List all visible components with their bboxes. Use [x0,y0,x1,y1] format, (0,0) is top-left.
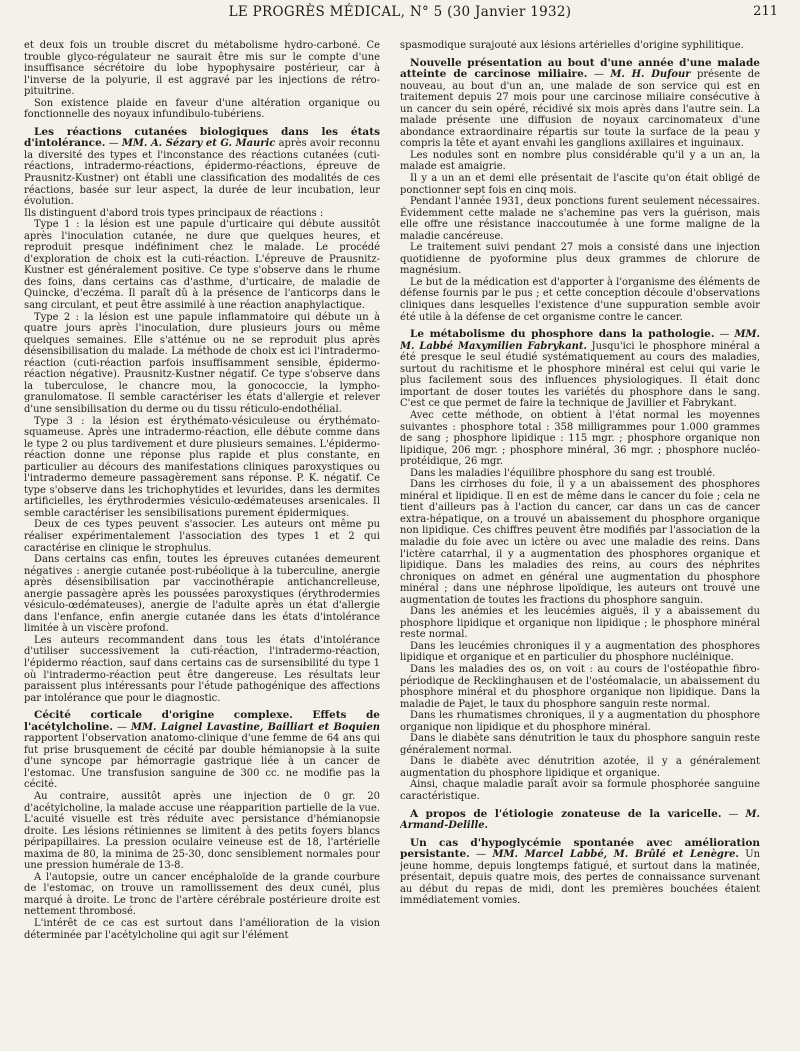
paragraph: L'intérêt de ce cas est surtout dans l'amélioration de la vision déterminée par l'acétylcholine qui agit sur l'élément [24,918,380,941]
title-separator: — [587,69,611,81]
paragraph: Dans les rhumatismes chroniques, il y a augmentation du phosphore organique non lipidique et du phosphore minéral. [400,710,760,733]
article-title: Les réactions cutanées biologiques dans les états d'intolérance. [24,125,380,150]
article-title: A propos de l'étiologie zonateuse de la varicelle. [410,807,722,820]
article-title: Cécité corticale d'origine complexe. Effets de l'acétylcholine. [24,709,380,733]
paragraph: Type 2 : la lésion est une papule inflammatoire qui débute un à quatre jours après l'inoculation, dure plusieurs jours ou même quelques semaines. Elle s'atténue ou ne se reproduit plus après désensibilisation du malade. La méthode de choix est ici l'intradermo-réaction (cuti-réaction parfois insuffisamment sensible, épidermo-réaction négative). Prausnitz-Kustner négatif. Ce type s'observe dans la tuberculose, le chancre mou, la gonococcie, la lympho-granulomatose. Il semble caractériser les états d'allergie et relever d'une sensibilisation du derme ou du tissu réticulo-endothélial. [24,311,380,415]
article-entry [400,809,760,832]
paragraph: Le but de la médication est d'apporter à l'organisme des éléments de défense fournis par le pus ; et cette conception découle d'observations cliniques dans lesquelles l'existence d'une suppuration semble avoir été utile à la défense de cet organisme contre le cancer. [400,276,760,323]
running-title: LE PROGRÈS MÉDICAL, N° 5 (30 Janvier 1932) [228,4,572,20]
paragraph: Ainsi, chaque maladie paraît avoir sa formule phosphorée sanguine caractéristique. [400,779,760,802]
left-column [24,40,380,1040]
article-authors: M. H. Dufour [610,69,691,81]
paragraph: Ils distinguent d'abord trois types principaux de réactions : [24,207,324,219]
paragraph: spasmodique surajouté aux lésions artérielles d'origine syphilitique. [400,40,744,51]
title-separator: — [469,849,493,861]
paragraph: Type 3 : la lésion est érythémato-vésiculeuse ou érythémato-squameuse. Après une intradermo-réaction, elle débute comme dans le type 2 ou plus tardivement et dure plusieurs semaines. L'épidermo-réaction donne une réponse plus rapide et plus constante, en particulier au décours des manifestations cliniques paroxystiques ou l'intradermo demeure passagèrement sans réponse. P. K. négatif. Ce type s'observe dans les trichophytides et levurides, dans les dermites artificielles, les érythrodermies vésiculo-œdémateuses arsenicales. Il semble caractériser les sensibilisations purement épidermiques. [24,415,380,519]
paragraph: Deux de ces types peuvent s'associer. Les auteurs ont même pu réaliser expérimentalement l'association des types 1 et 2 qui caractérise en clinique le strophulus. [24,519,380,554]
article-authors: MM. Marcel Labbé, M. Brûlé et Lenègre. [492,849,739,861]
paragraph: A l'autopsie, outre un cancer encéphaloïde de la grande courbure de l'estomac, on trouve un ramollissement des deux cunéi, plus marqué à droite. Le tronc de l'artère cérébrale postérieure droite est nettement thrombosé. [24,871,380,918]
article-text: Jusqu'ici le phosphore minéral a été presque le seul étudié systématiquement au cours des maladies, surtout du rachitisme et le phosphore minéral est celui qui varie le plus facilement sous des influences physiologiques. Il était donc important de doser toutes les variétés du phosphore dans le sang. C'est ce que permet de faire la technique de Javillier et Fabrykant. [400,340,760,410]
paragraph: Dans les maladies des os, on voit : au cours de l'ostéopathie fibro-périodique de Recklinghausen et de l'ostéomalacie, un abaissement du phosphore minéral et du phosphore organique non lipidique. Dans la maladie de Pajet, le taux du phosphore sanguin reste normal. [400,663,760,710]
paragraph: Les auteurs recommandent dans tous les états d'intolérance d'utiliser successivement la cuti-réaction, l'intradermo-réaction, l'épidermo réaction, sauf dans certains cas de sursensibilité du type 1 où l'intradermo-réaction peut être dangereuse. Les résultats leur paraissent plus intéressants pour l'étude pathogénique des affections par intolérance que pour le diagnostic. [24,634,380,704]
paragraph: Dans les leucémies chroniques il y a augmentation des phosphores lipidique et organique et en particulier du phosphore nucléinique. [400,640,760,664]
paragraph: Dans le diabète avec dénutrition azotée, il y a généralement augmentation du phosphore lipidique et organique. [400,756,760,779]
title-separator: — [714,329,735,341]
page-number: 211 [753,4,778,19]
paragraph: Pendant l'année 1931, deux ponctions furent seulement nécessaires. Évidemment cette malade ne s'achemine pas vers la guérison, mais elle offre une résistance inaccoutumée à une forme maligne de la maladie cancéreuse. [400,196,760,242]
page-header [22,4,778,22]
article-title: Le métabolisme du phosphore dans la pathologie. [410,328,715,341]
paragraph: et deux fois un trouble discret du métabolisme hydro-carboné. Ce trouble glyco-régulateur ne saurait être mis sur le compte d'une insuffisance sécrétoire du lobe hypophysaire postérieur, car à l'inverse de la polyurie, il est aggravé par les injections de rétro-pituitrine. [24,40,380,98]
paragraph: Son existence plaide en faveur d'une altération organique ou fonctionnelle des noyaux infundibulo-tubériens. [24,97,380,121]
article-entry [400,838,760,907]
article-title: Nouvelle présentation au bout d'une année d'une malade atteinte de carcinose miliaire. [400,56,760,81]
paragraph: Il y a un an et demi elle présentait de l'ascite qu'on était obligé de ponctionner sept fois en cinq mois. [400,173,760,196]
paragraph: Dans le diabète sans dénutrition le taux du phosphore sanguin reste généralement normal. [400,733,760,756]
article-text: rapportent l'observation anatomo-clinique d'une femme de 64 ans qui fut prise brusquement de cécité par double hémianopsie à la suite d'une syncope par hémorragie gastrique liée à un cancer de l'estomac. Une transfusion sanguine de 300 cc. ne modifie pas la cécité. [24,733,380,791]
article-entry [400,58,760,150]
article-authors: MM. Laignel Lavastine, Bailliart et Boquien [131,721,380,733]
article-text: après avoir reconnu la diversité des types et l'inconstance des réactions cutanées (cuti-réactions, intradermo-réactions, épidermo-réactions, épreuve de Prausnitz-Kustner) ont établi une classification des modalités de ces réactions, basée sur leur aspect, la durée de leur incubation, leur évolution. [24,138,380,208]
paragraph: Type 1 : la lésion est une papule d'urticaire qui débute aussitôt après l'inoculation cutanée, ne dure que quelques heures, et reproduit presque indéfiniment chez le malade. Le procédé d'exploration de choix est la cuti-réaction. L'épreuve de Prausnitz-Kustner est généralement positive. Ce type s'observe dans le rhume des foins, dans certains cas d'asthme, d'urticaire, de maladie de Quincke, d'eczéma. Il paraît dû à la présence de l'anticorps dans le sang circulant, et peut être assimilé à une réaction anaphylactique. [24,219,380,312]
article-entry [24,710,380,791]
paragraph: Les nodules sont en nombre plus considérable qu'il y a un an, la malade est amaigrie. [400,149,760,173]
title-separator: — [721,808,746,820]
article-entry [400,329,760,410]
article-entry [24,127,380,208]
article-title: Un cas d'hypoglycémie spontanée avec amélioration persistante. [400,836,760,861]
paragraph: Dans les maladies l'équilibre phosphore du sang est troublé. [410,467,716,479]
article-authors: MM. A. Sézary et G. Mauric [121,138,276,150]
paragraph: Dans les anémies et les leucémies aiguës, il y a abaissement du phosphore lipidique et organique non lipidique ; le phosphore minéral reste normal. [400,606,760,641]
title-separator: — [105,138,122,150]
article-text: Un jeune homme, depuis longtemps fatigué, et surtout dans la matinée, présentait, depuis quatre mois, des pertes de connaissance survenant au début du repas de midi, dont les premières bouchées étaient immédiatement vomies. [400,849,760,907]
article-authors: M. Armand-Delille. [400,808,760,832]
paragraph: Au contraire, aussitôt après une injection de 0 gr. 20 d'acétylcholine, la malade accuse une réapparition partielle de la vue. L'acuité visuelle est très réduite avec persistance d'hémianopsie droite. Les lésions rétiniennes se limitent à des petits foyers blancs péripapillaires. La pression oculaire veineuse est de 18, l'artérielle maxima de 80, la minima de 25-30, donc sensiblement normales pour une pression humérale de 13-8. [24,791,380,872]
right-column [400,40,760,1040]
article-text: présente de nouveau, au bout d'un an, une malade de son service qui est en traitement depuis 27 mois pour une carcinose miliaire consécutive à un cancer du sein opéré, récidivé six mois après dans l'autre sein. La malade présente une diffusion de noyaux carcinomateux d'une abondance extraordinaire répartis sur toute la surface de la peau y compris la tête et ayant envahi les ganglions axillaires et inguinaux. [400,69,760,150]
paragraph: Avec cette méthode, on obtient à l'état normal les moyennes suivantes : phosphore total : 358 milligrammes pour 1.000 grammes de sang ; phosphore lipidique : 115 mgr. ; phosphore organique non lipidique, 206 mgr. ; phosphore minéral, 36 mgr. ; phosphore nucléo-protéidique, 26 mgr. [400,409,760,468]
article-authors: MM. M. Labbé Maxymilien Fabrykant. [400,329,760,352]
paragraph: Le traitement suivi pendant 27 mois a consisté dans une injection quotidienne de pyoformine plus deux grammes de chlorure de magnésium. [400,242,760,277]
paragraph: Dans les cirrhoses du foie, il y a un abaissement des phosphores minéral et lipidique. Il en est de même dans le cancer du foie ; cela ne tient d'ailleurs pas à l'action du cancer, car dans un cas de cancer extra-hépatique, on a trouvé un abaissement du phosphore organique non lipidique. Ces chiffres peuvent être modifiés par l'association de la maladie du foie avec un ictère ou avec une maladie des reins. Dans l'ictère catarrhal, il y a augmentation des phosphores organique et lipidique. Dans les maladies des reins, au cours des néphrites chroniques on admet en général une augmentation du phosphore minéral ; dans une néphrose lipoïdique, les auteurs ont trouvé une augmentation de toutes les fractions du phosphore sanguin. [400,479,760,606]
paragraph: Dans certains cas enfin, toutes les épreuves cutanées demeurent négatives : anergie cutanée post-rubéolique à la tuberculine, anergie après désensibilisation par vaccinothérapie antichancrelleuse, anergie passagère après les poussées paroxystiques (érythrodermies vésiculo-œdémateuses), anergie de l'adulte après un état d'allergie dans l'enfance, enfin anergie cutanée dans les états d'intolérance limitée à un viscère profond. [24,554,380,635]
title-separator: — [113,721,132,733]
